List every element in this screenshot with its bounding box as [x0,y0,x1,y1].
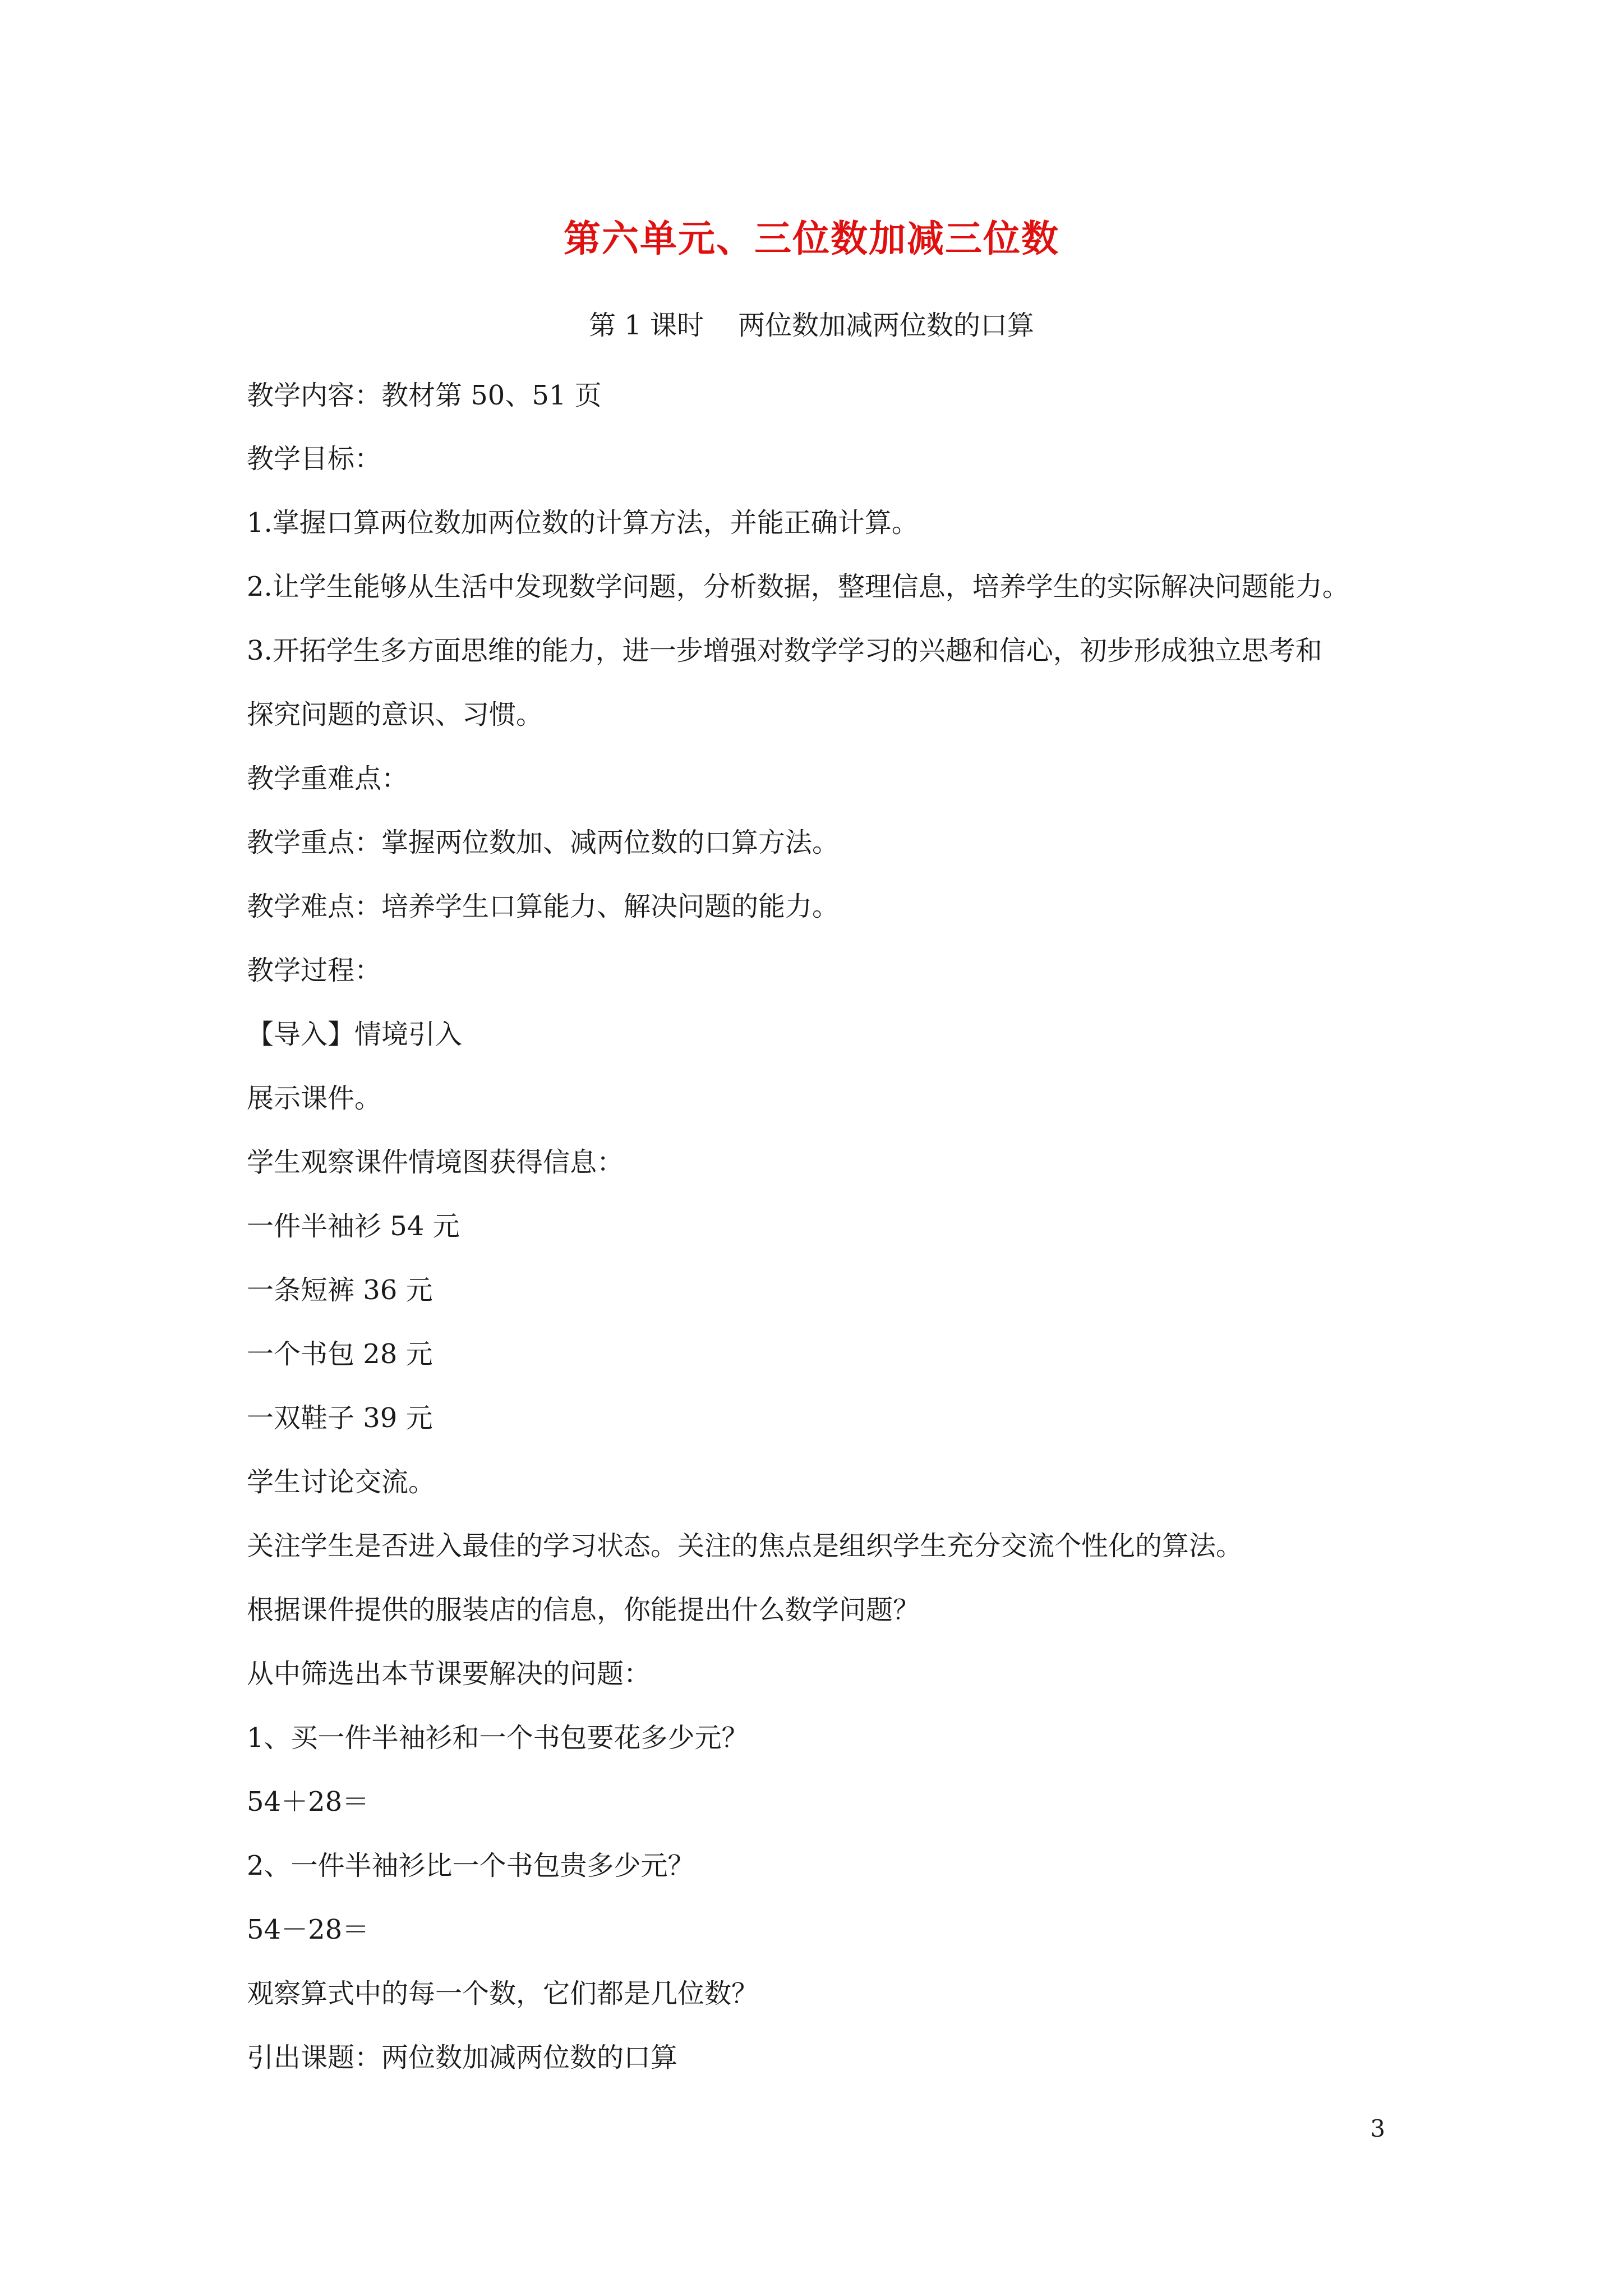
show-courseware-line: 展示课件。 [247,1083,382,1114]
price-item-shoes: 一双鞋子 39 元 [247,1402,433,1434]
document-title: 第六单元、三位数加减三位数 [564,217,1059,260]
lesson-subtitle: 第 1 课时 两位数加减两位数的口算 [588,310,1035,341]
price-item-schoolbag: 一个书包 28 元 [247,1338,433,1370]
observe-digits-line: 观察算式中的每一个数，它们都是几位数？ [247,1978,759,2009]
focus-note-line: 关注学生是否进入最佳的学习状态。关注的焦点是组织学生充分交流个性化的算法。 [247,1530,1243,1562]
observe-info-line: 学生观察课件情境图获得信息： [247,1147,624,1178]
goal-3-continuation: 探究问题的意识、习惯。 [247,699,543,730]
difficult-point-line: 教学难点：培养学生口算能力、解决问题的能力。 [247,891,840,922]
equation-addition: 54＋28＝ [247,1786,370,1818]
teaching-content-line: 教学内容：教材第 50、51 页 [247,380,602,411]
goal-1-line: 1.掌握口算两位数加两位数的计算方法，并能正确计算。 [247,507,919,539]
goal-2-line: 2.让学生能够从生活中发现数学问题，分析数据，整理信息，培养学生的实际解决问题能力。 [247,571,1349,602]
key-point-line: 教学重点：掌握两位数加、减两位数的口算方法。 [247,827,840,858]
equation-subtraction: 54－28＝ [247,1914,370,1945]
goal-3-line: 3.开拓学生多方面思维的能力，进一步增强对数学学习的兴趣和信心，初步形成独立思考和 [247,635,1322,666]
page-number: 3 [1370,2115,1385,2142]
price-item-shorts: 一条短裤 36 元 [247,1274,433,1306]
price-item-shirt: 一件半袖衫 54 元 [247,1211,460,1242]
pose-question-line: 根据课件提供的服装店的信息，你能提出什么数学问题？ [247,1594,920,1626]
introduce-topic-line: 引出课题：两位数加减两位数的口算 [247,2042,678,2073]
teaching-goals-heading: 教学目标： [247,443,382,475]
key-difficulties-heading: 教学重难点： [247,763,409,794]
problem-2-line: 2、一件半袖衫比一个书包贵多少元？ [247,1850,695,1881]
intro-section-heading: 【导入】情境引入 [247,1019,463,1050]
teaching-process-heading: 教学过程： [247,955,382,986]
problem-1-line: 1、买一件半袖衫和一个书包要花多少元？ [247,1722,749,1754]
select-problems-line: 从中筛选出本节课要解决的问题： [247,1658,651,1690]
discussion-line: 学生讨论交流。 [247,1466,436,1498]
